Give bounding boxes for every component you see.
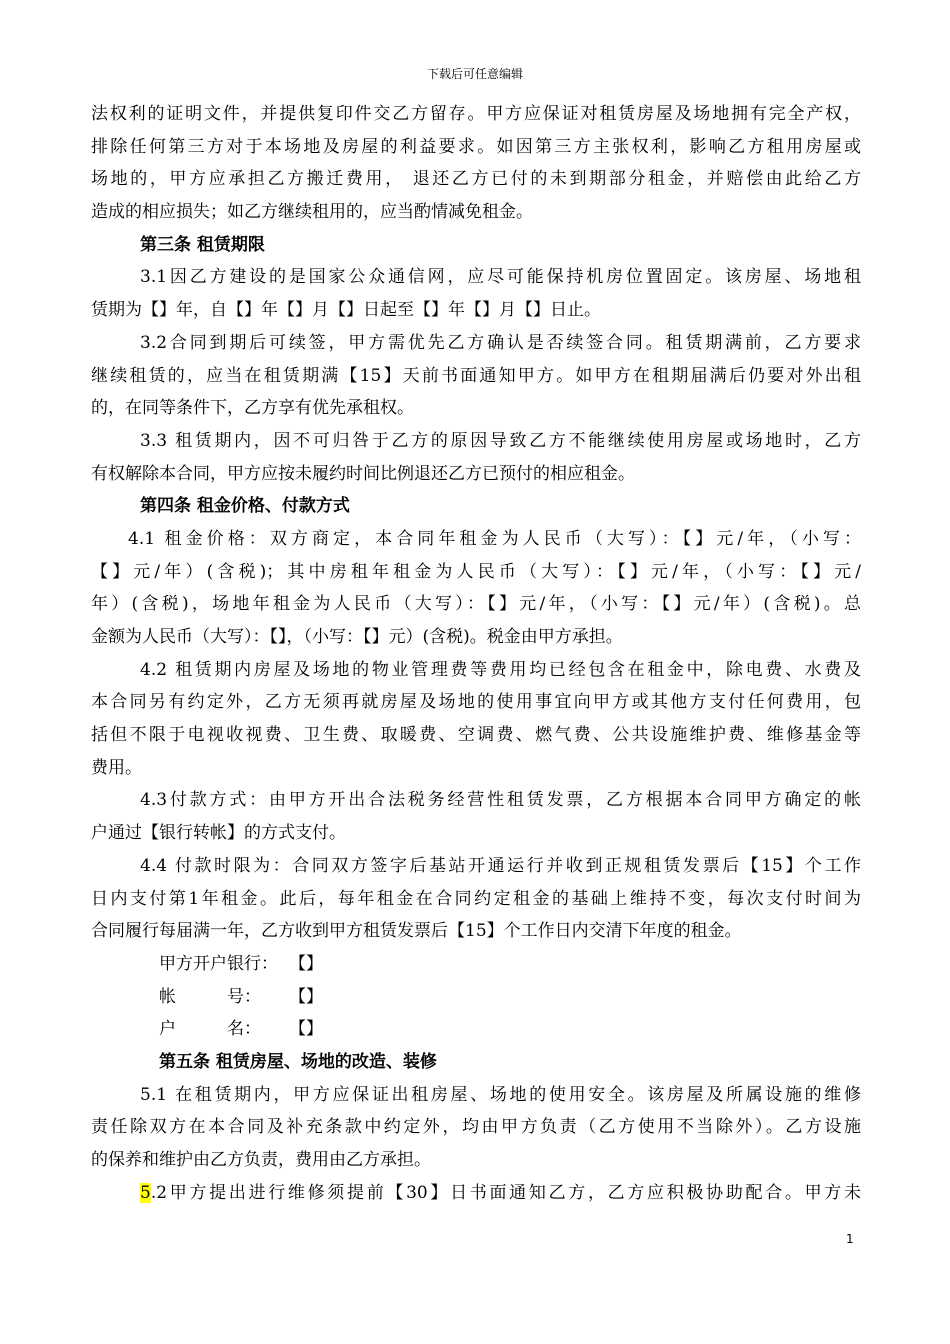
body-line: 括但不限于电视收视费、卫生费、取暖费、空调费、燃气费、公共设施维护费、维修基金等 [91, 725, 861, 746]
body-line: 4.1 租金价格：双方商定，本合同年租金为人民币（大写）：【】元/年，（小写： [128, 528, 861, 549]
body-line: 法权利的证明文件，并提供复印件交乙方留存。甲方应保证对租赁房屋及场地拥有完全产权， [91, 104, 861, 124]
body-line: 的保养和维护由乙方负责，费用由乙方承担。 [91, 1150, 431, 1170]
document-body [91, 98, 861, 1209]
body-line: 户通过【银行转帐】的方式支付。 [91, 823, 346, 844]
body-line: 金额为人民币（大写）：【】，（小写：【】元）(含税)。税金由甲方承担。 [91, 627, 623, 647]
article-4-heading: 第四条 租金价格、付款方式 [140, 496, 350, 517]
body-line: 5.1 在租赁期内，甲方应保证出租房屋、场地的使用安全。该房屋及所属设施的维修 [140, 1084, 861, 1105]
body-line: 的，在同等条件下，乙方享有优先承租权。 [91, 398, 414, 419]
account-number-label: 帐 号： [159, 986, 261, 1007]
body-line: 3.2合同到期后可续签，甲方需优先乙方确认是否续签合同。租赁期满前，乙方要求 [140, 332, 861, 353]
body-line: 责任除双方在本合同及补充条款中约定外，均由甲方负责（乙方使用不当除外）。乙方设施 [91, 1117, 861, 1138]
body-line: 继续租赁的，应当在租赁期满【15】天前书面通知甲方。如甲方在租期届满后仍要对外出租 [91, 365, 861, 386]
page-number: 1 [846, 1232, 854, 1246]
body-line-rest: .2甲方提出进行维修须提前【30】日书面通知乙方，乙方应积极协助配合。甲方未 [150, 1182, 861, 1203]
account-name-value: 【】 [289, 1019, 323, 1040]
body-line: 赁期为【】年，自【】年【】月【】日起至【】年【】月【】日止。 [91, 300, 601, 321]
highlight-mark: 5 [140, 1182, 151, 1203]
body-line: 合同履行每届满一年，乙方收到甲方租赁发票后【15】个工作日内交清下年度的租金。 [91, 921, 742, 942]
body-line: 费用。 [91, 757, 142, 778]
body-line: 4.3付款方式：由甲方开出合法税务经营性租赁发票，乙方根据本合同甲方确定的帐 [140, 790, 861, 811]
body-line: 日内支付第1年租金。此后，每年租金在合同约定租金的基础上维持不变，每次支付时间为 [91, 888, 861, 909]
body-line: 造成的相应损失；如乙方继续租用的，应当酌情减免租金。 [91, 202, 533, 223]
body-line: 3.1因乙方建设的是国家公众通信网，应尽可能保持机房位置固定。该房屋、场地租 [140, 267, 861, 288]
article-3-heading: 第三条 租赁期限 [140, 234, 265, 255]
body-line: 4.2 租赁期内房屋及场地的物业管理费等费用均已经包含在租金中，除电费、水费及 [140, 659, 861, 680]
body-line: 【】元/年）(含税)；其中房租年租金为人民币（大写）：【】元/年，（小写：【】元/ [91, 561, 861, 582]
body-line: 4.4 付款时限为：合同双方签字后基站开通运行并收到正规租赁发票后【15】个工作 [140, 855, 861, 876]
account-number-row [91, 981, 861, 1014]
body-line: 排除任何第三方对于本场地及房屋的利益要求。如因第三方主张权利，影响乙方租用房屋或 [91, 136, 861, 157]
bank-value: 【】 [289, 953, 323, 974]
account-name-label: 户 名： [159, 1019, 261, 1040]
body-line-highlighted [91, 1177, 861, 1210]
bank-row [91, 948, 861, 981]
body-line: 3.3 租赁期内，因不可归咎于乙方的原因导致乙方不能继续使用房屋或场地时，乙方 [140, 430, 861, 451]
body-line: 有权解除本合同，甲方应按未履约时间比例退还乙方已预付的相应租金。 [91, 463, 635, 484]
body-line: 年）(含税)，场地年租金为人民币（大写）：【】元/年，（小写：【】元/年）(含税)。总 [91, 594, 861, 615]
bank-label: 甲方开户银行： [159, 953, 278, 974]
account-number-value: 【】 [289, 986, 323, 1007]
account-name-row [91, 1013, 861, 1046]
body-line: 本合同另有约定外，乙方无须再就房屋及场地的使用事宜向甲方或其他方支付任何费用，包 [91, 692, 861, 713]
article-5-heading: 第五条 租赁房屋、场地的改造、装修 [159, 1051, 437, 1072]
body-line: 场地的，甲方应承担乙方搬迁费用， 退还乙方已付的未到期部分租金，并赔偿由此给乙方 [91, 169, 861, 190]
page-header: 下载后可任意编辑 [426, 67, 523, 81]
